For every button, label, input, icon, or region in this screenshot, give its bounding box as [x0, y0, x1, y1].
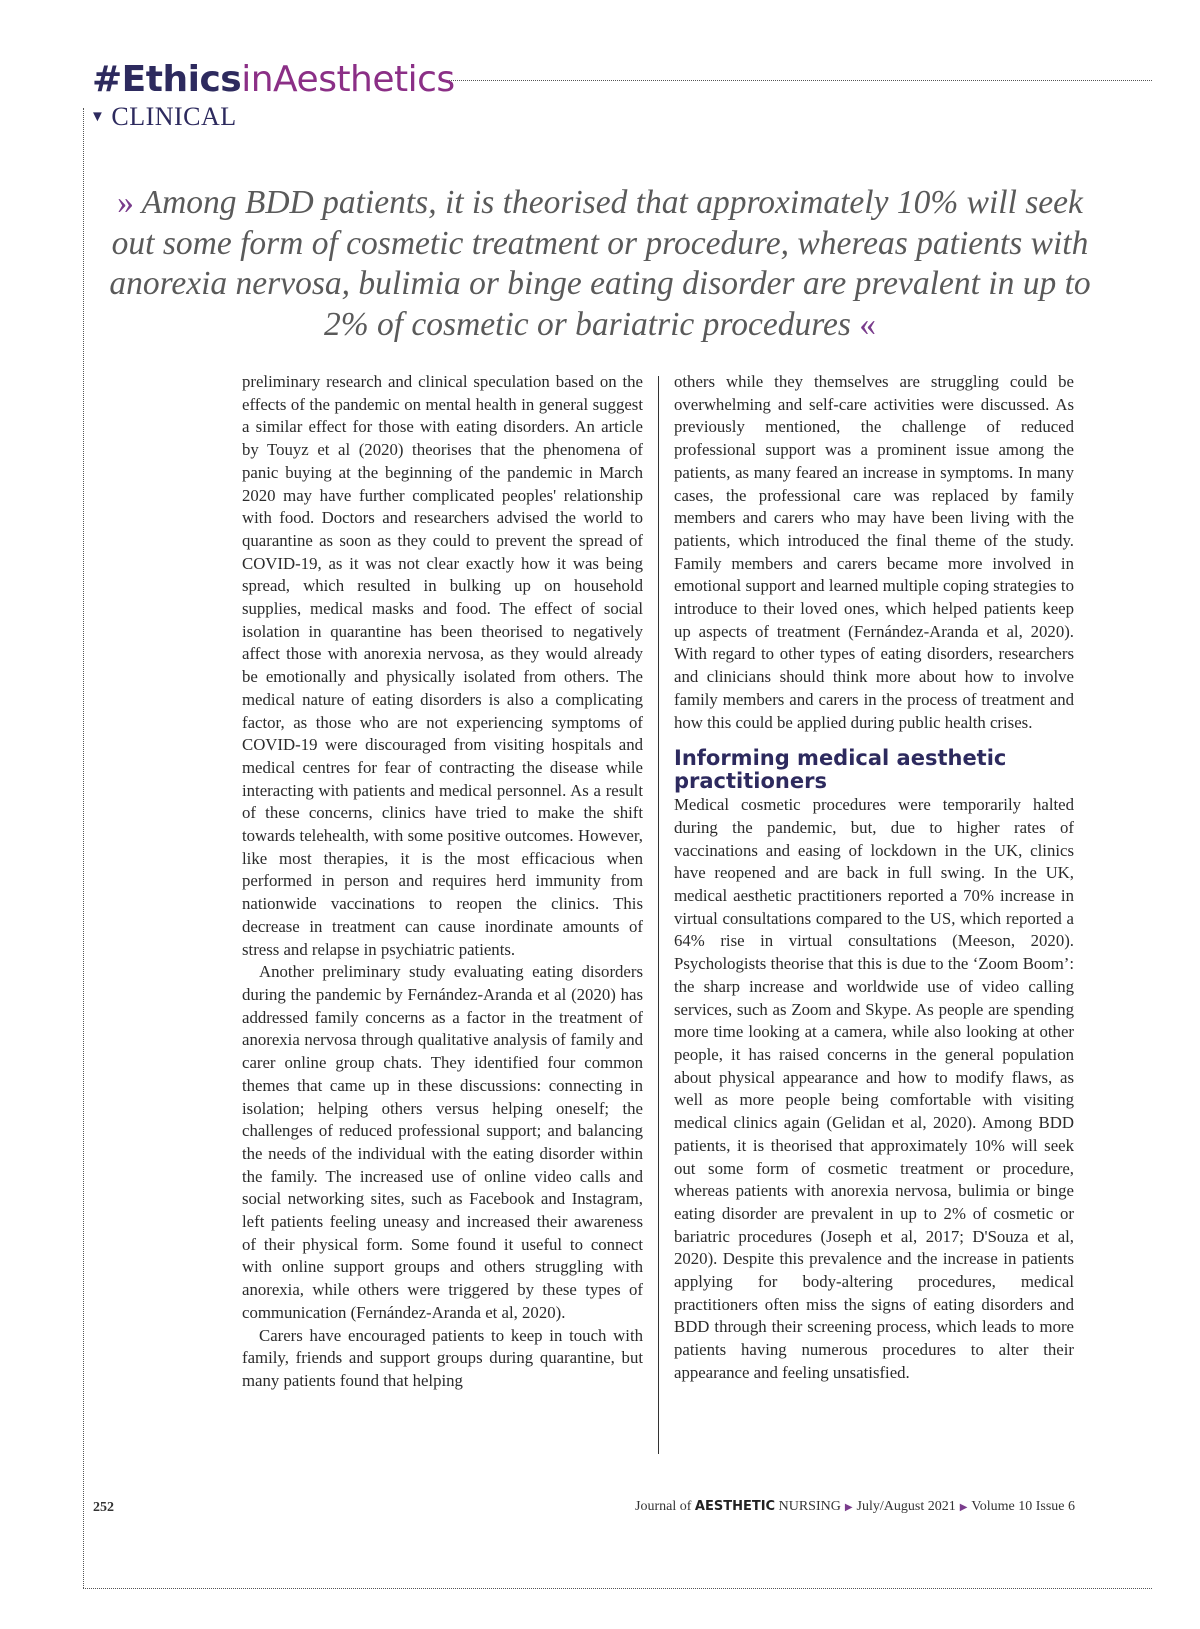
brand-hash: # — [92, 59, 122, 100]
left-paragraph-2: Another preliminary study evaluating eating disorders during the pandemic by Fernández-Aranda et al (2020) has addressed family concerns as a factor in the treatment of anorexia nervosa through qualitative analysis of family and carer online group chats. They identified four common themes that came up in these discussions: connecting in isolation; helping others versus helping oneself; the challenges of reduced professional support; and balancing the needs of the individual with the eating disorder within the family. The increased use of online video calls and social networking sites, such as Facebook and Instagram, left patients feeling uneasy and increased their awareness of their physical form. Some found it useful to connect with online support groups and others struggling with anorexia, while others were triggered by these types of communication (Fernández-Aranda et al, 2020). — [242, 962, 643, 1322]
left-dotted-rule — [83, 108, 84, 1588]
journal-prefix: Journal of — [635, 1499, 695, 1514]
journal-footer — [635, 1499, 1075, 1515]
brand-in: in — [241, 59, 274, 100]
triangle-right-icon: ▶ — [844, 1502, 853, 1513]
pull-quote-text: Among BDD patients, it is theorised that approximately 10% will seek out some form of cosmetic treatment or procedure, whereas patients with anorexia nervosa, bulimia or binge eating disorder are prevalent in up to 2% of cosmetic or bariatric procedures — [109, 184, 1091, 343]
right-paragraph-1: others while they themselves are struggling could be overwhelming and self-care activities were discussed. As previously mentioned, the challenge of reduced professional support was a prominent issue among the patients, as many feared an increase in symptoms. In many cases, the professional care was replaced by family members and carers who may have been living with the patients, which introduced the final theme of the study. Family members and carers became more involved in emotional support and learned multiple coping strategies to introduce to their loved ones, which helped patients keep up aspects of treatment (Fernández-Aranda et al, 2020). With regard to other types of eating disorders, researchers and clinicians should think more about how to involve family members and carers in the process of treatment and how this could be applied during public health crises. — [674, 372, 1074, 732]
left-column — [242, 371, 643, 1393]
volume-issue: Volume 10 Issue 6 — [971, 1499, 1075, 1514]
left-paragraph-1: preliminary research and clinical speculation based on the effects of the pandemic on mental health in general suggest a similar effect for those with eating disorders. An article by Touyz et al (2020) theorises that the phenomena of panic buying at the beginning of the pandemic in March 2020 may have further complicated peoples' relationship with food. Doctors and researchers advised the world to quarantine as soon as they could to prevent the spread of COVID-19, as it was not clear exactly how it was being spread, which resulted in bulking up on household supplies, medical masks and food. The effect of social isolation in quarantine has been theorised to negatively affect those with anorexia nervosa, as they would already be emotionally and physically isolated from others. The medical nature of eating disorders is also a complicating factor, as those who are not experiencing symptoms of COVID-19 were discouraged from visiting hospitals and medical centres for fear of contracting the disease while interacting with patients and medical personnel. As a result of these concerns, clinics have tried to make the shift towards telehealth, with some positive outcomes. However, like most therapies, it is the most efficacious when performed in person and requires herd immunity from nationwide vaccinations to reopen the clinics. This decrease in treatment can cause inordinate amounts of stress and relapse in psychiatric patients. — [242, 372, 643, 959]
section-label-text: CLINICAL — [111, 102, 237, 131]
triangle-right-icon: ▶ — [959, 1502, 968, 1513]
section-heading: Informing medical aesthetic practitioners — [674, 746, 1007, 793]
quote-close-mark: « — [859, 305, 877, 343]
journal-suffix: NURSING — [775, 1499, 841, 1514]
footer-dotted-rule — [83, 1588, 1152, 1589]
triangle-down-icon: ▼ — [90, 109, 106, 125]
left-paragraph-3: Carers have encouraged patients to keep in touch with family, friends and support groups during quarantine, but many patients found that helping — [242, 1325, 643, 1390]
pull-quote — [100, 183, 1100, 345]
column-divider — [658, 376, 659, 1454]
right-column — [674, 371, 1074, 1385]
brand-title — [92, 58, 455, 102]
section-label — [90, 102, 237, 132]
journal-title: AESTHETIC — [694, 1499, 776, 1514]
header-dotted-rule — [440, 80, 1152, 81]
brand-aesthetics: Aesthetics — [273, 59, 455, 100]
quote-open-mark: » — [117, 184, 134, 221]
right-paragraph-2: Medical cosmetic procedures were temporarily halted during the pandemic, but, due to higher rates of vaccinations and easing of lockdown in the UK, clinics have reopened and are back in full swing. In the UK, medical aesthetic practitioners reported a 70% increase in virtual consultations compared to the US, which reported a 64% rise in virtual consultations (Meeson, 2020). Psychologists theorise that this is due to the ‘Zoom Boom’: the sharp increase and worldwide use of video calling services, such as Zoom and Skype. As people are spending more time looking at a camera, while also looking at other people, it has raised concerns in the general population about physical appearance and how to modify flaws, as well as more people being comfortable with visiting medical clinics again (Gelidan et al, 2020). Among BDD patients, it is theorised that approximately 10% will seek out some form of cosmetic treatment or procedure, whereas patients with anorexia nervosa, bulimia or binge eating disorder are prevalent in up to 2% of cosmetic or bariatric procedures (Joseph et al, 2017; D'Souza et al, 2020). Despite this prevalence and the increase in patients applying for body-altering procedures, medical practitioners often miss the signs of eating disorders and BDD through their screening process, which leads to more patients having numerous procedures to alter their appearance and feeling unsatisfied. — [674, 795, 1074, 1382]
brand-ethics: Ethics — [121, 59, 242, 100]
page-number: 252 — [93, 1500, 114, 1515]
issue-date: July/August 2021 — [856, 1499, 956, 1514]
